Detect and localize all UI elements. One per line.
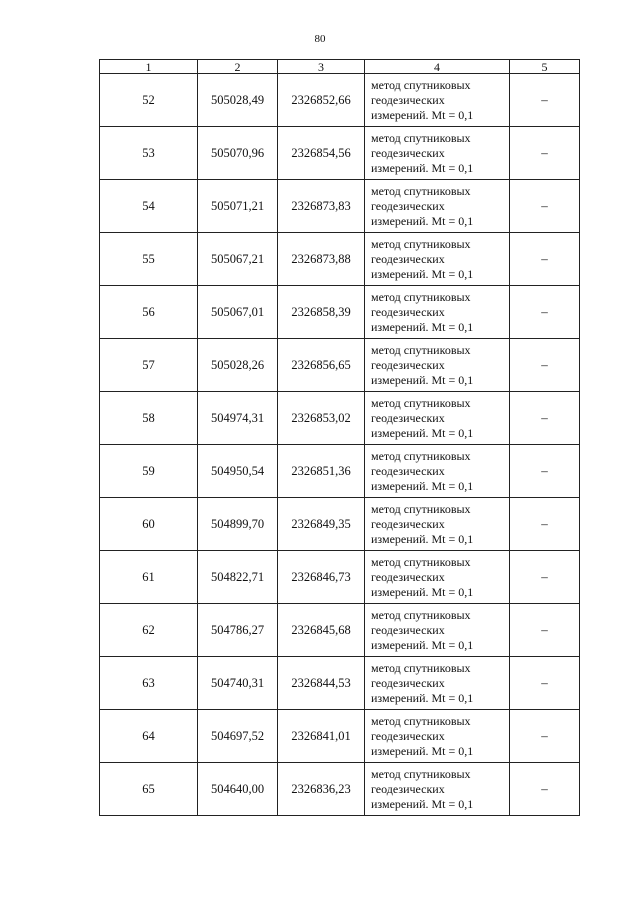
table-row — [100, 551, 580, 604]
point-number: 55 — [100, 233, 198, 286]
method-line: геодезических — [371, 463, 445, 478]
note-cell: – — [510, 657, 580, 710]
table-row — [100, 657, 580, 710]
note-cell: – — [510, 763, 580, 816]
method-line: метод спутниковых — [371, 713, 471, 728]
method-line: измерений. Mt = 0,1 — [371, 584, 474, 599]
method-line: измерений. Mt = 0,1 — [371, 531, 474, 546]
table-row — [100, 127, 580, 180]
coordinate-x: 505028,49 — [198, 74, 278, 127]
point-number: 54 — [100, 180, 198, 233]
coordinates-table — [99, 59, 580, 816]
table-row — [100, 445, 580, 498]
table-row — [100, 710, 580, 763]
table-header-row — [100, 60, 580, 74]
method-line: измерений. Mt = 0,1 — [371, 425, 474, 440]
coordinate-y: 2326853,02 — [278, 392, 365, 445]
determination-method — [365, 657, 510, 710]
determination-method — [365, 604, 510, 657]
note-cell: – — [510, 445, 580, 498]
coordinate-y: 2326873,88 — [278, 233, 365, 286]
point-number: 56 — [100, 286, 198, 339]
coordinate-x: 505070,96 — [198, 127, 278, 180]
method-line: измерений. Mt = 0,1 — [371, 266, 474, 281]
point-number: 53 — [100, 127, 198, 180]
table-row — [100, 763, 580, 816]
note-cell: – — [510, 339, 580, 392]
method-line: геодезических — [371, 92, 445, 107]
method-line: геодезических — [371, 781, 445, 796]
method-line: измерений. Mt = 0,1 — [371, 478, 474, 493]
determination-method — [365, 286, 510, 339]
method-line: геодезических — [371, 251, 445, 266]
method-line: метод спутниковых — [371, 554, 471, 569]
coordinate-x: 504786,27 — [198, 604, 278, 657]
determination-method — [365, 180, 510, 233]
point-number: 61 — [100, 551, 198, 604]
determination-method — [365, 233, 510, 286]
note-cell: – — [510, 710, 580, 763]
point-number: 52 — [100, 74, 198, 127]
coordinate-y: 2326856,65 — [278, 339, 365, 392]
determination-method — [365, 445, 510, 498]
coordinate-x: 505067,21 — [198, 233, 278, 286]
method-line: измерений. Mt = 0,1 — [371, 160, 474, 175]
coordinate-y: 2326849,35 — [278, 498, 365, 551]
method-line: измерений. Mt = 0,1 — [371, 107, 474, 122]
determination-method — [365, 339, 510, 392]
coordinate-x: 504899,70 — [198, 498, 278, 551]
note-cell: – — [510, 498, 580, 551]
point-number: 58 — [100, 392, 198, 445]
note-cell: – — [510, 286, 580, 339]
method-line: измерений. Mt = 0,1 — [371, 690, 474, 705]
method-line: геодезических — [371, 304, 445, 319]
table-row — [100, 74, 580, 127]
point-number: 60 — [100, 498, 198, 551]
coordinate-y: 2326836,23 — [278, 763, 365, 816]
method-line: измерений. Mt = 0,1 — [371, 637, 474, 652]
point-number: 63 — [100, 657, 198, 710]
coordinate-x: 504822,71 — [198, 551, 278, 604]
table-row — [100, 286, 580, 339]
method-line: метод спутниковых — [371, 77, 471, 92]
column-header: 3 — [278, 60, 365, 74]
determination-method — [365, 498, 510, 551]
coordinate-y: 2326858,39 — [278, 286, 365, 339]
note-cell: – — [510, 604, 580, 657]
method-line: геодезических — [371, 728, 445, 743]
table-row — [100, 233, 580, 286]
method-line: метод спутниковых — [371, 660, 471, 675]
table-row — [100, 339, 580, 392]
method-line: метод спутниковых — [371, 448, 471, 463]
coordinate-y: 2326851,36 — [278, 445, 365, 498]
column-header: 5 — [510, 60, 580, 74]
table-row — [100, 498, 580, 551]
note-cell: – — [510, 551, 580, 604]
method-line: метод спутниковых — [371, 289, 471, 304]
determination-method — [365, 392, 510, 445]
column-header: 1 — [100, 60, 198, 74]
point-number: 59 — [100, 445, 198, 498]
coordinate-y: 2326845,68 — [278, 604, 365, 657]
method-line: геодезических — [371, 569, 445, 584]
table-row — [100, 604, 580, 657]
method-line: метод спутниковых — [371, 766, 471, 781]
point-number: 64 — [100, 710, 198, 763]
method-line: геодезических — [371, 675, 445, 690]
method-line: измерений. Mt = 0,1 — [371, 319, 474, 334]
method-line: измерений. Mt = 0,1 — [371, 372, 474, 387]
method-line: метод спутниковых — [371, 236, 471, 251]
method-line: метод спутниковых — [371, 130, 471, 145]
method-line: метод спутниковых — [371, 395, 471, 410]
coordinate-x: 505071,21 — [198, 180, 278, 233]
column-header: 2 — [198, 60, 278, 74]
method-line: метод спутниковых — [371, 342, 471, 357]
table-row — [100, 180, 580, 233]
coordinate-y: 2326873,83 — [278, 180, 365, 233]
method-line: метод спутниковых — [371, 607, 471, 622]
determination-method — [365, 74, 510, 127]
determination-method — [365, 763, 510, 816]
method-line: геодезических — [371, 198, 445, 213]
note-cell: – — [510, 74, 580, 127]
note-cell: – — [510, 233, 580, 286]
coordinate-y: 2326854,56 — [278, 127, 365, 180]
coordinate-y: 2326846,73 — [278, 551, 365, 604]
coordinate-x: 505067,01 — [198, 286, 278, 339]
table-row — [100, 392, 580, 445]
coordinate-x: 504974,31 — [198, 392, 278, 445]
method-line: измерений. Mt = 0,1 — [371, 743, 474, 758]
page-number: 80 — [314, 33, 326, 45]
method-line: геодезических — [371, 145, 445, 160]
point-number: 62 — [100, 604, 198, 657]
coordinate-y: 2326844,53 — [278, 657, 365, 710]
coordinate-y: 2326852,66 — [278, 74, 365, 127]
coordinate-x: 504950,54 — [198, 445, 278, 498]
coordinate-x: 505028,26 — [198, 339, 278, 392]
note-cell: – — [510, 127, 580, 180]
note-cell: – — [510, 392, 580, 445]
determination-method — [365, 710, 510, 763]
table-body — [100, 74, 580, 816]
coordinate-x: 504697,52 — [198, 710, 278, 763]
method-line: геодезических — [371, 516, 445, 531]
note-cell: – — [510, 180, 580, 233]
determination-method — [365, 127, 510, 180]
point-number: 65 — [100, 763, 198, 816]
determination-method — [365, 551, 510, 604]
method-line: измерений. Mt = 0,1 — [371, 213, 474, 228]
coordinate-x: 504640,00 — [198, 763, 278, 816]
method-line: метод спутниковых — [371, 501, 471, 516]
method-line: метод спутниковых — [371, 183, 471, 198]
point-number: 57 — [100, 339, 198, 392]
method-line: измерений. Mt = 0,1 — [371, 796, 474, 811]
coordinate-x: 504740,31 — [198, 657, 278, 710]
method-line: геодезических — [371, 357, 445, 372]
method-line: геодезических — [371, 410, 445, 425]
method-line: геодезических — [371, 622, 445, 637]
column-header: 4 — [365, 60, 510, 74]
coordinate-y: 2326841,01 — [278, 710, 365, 763]
